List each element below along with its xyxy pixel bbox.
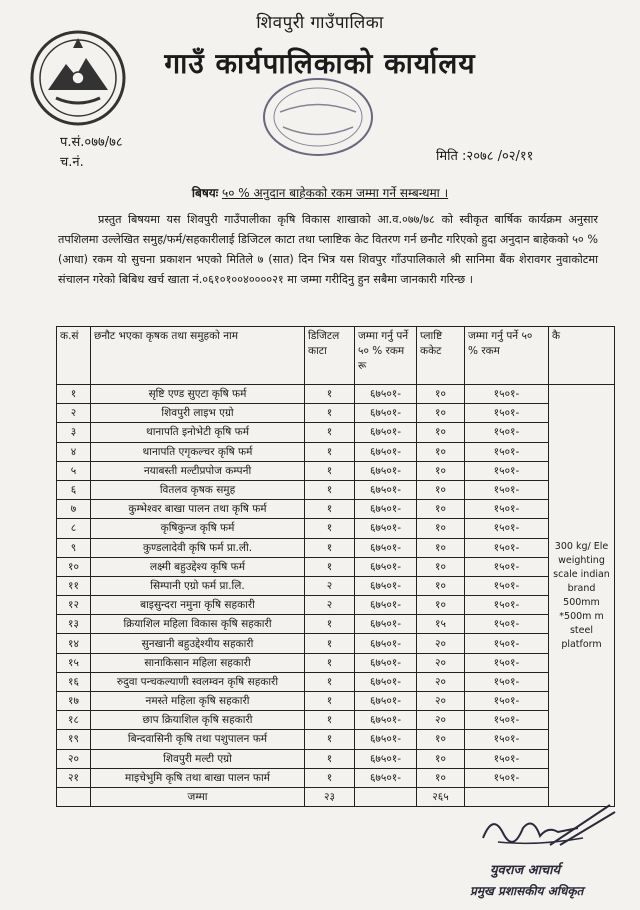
cell-total-scale: २३ [305, 787, 355, 806]
cell-crate: १० [417, 500, 465, 519]
cell-sn: ११ [57, 576, 91, 595]
cell-sn: ३ [57, 423, 91, 442]
cell-deposit: ६७५०१- [355, 480, 417, 499]
table-row [57, 423, 615, 442]
cell-sn: २१ [57, 768, 91, 787]
cell-name: लक्ष्मी बहुउद्देश्य कृषि फर्म [91, 557, 305, 576]
cell-crate: १० [417, 768, 465, 787]
cell-sn: ५ [57, 461, 91, 480]
cell-name: सुनखानी बहुउद्देश्यीय सहकारी [91, 634, 305, 653]
cell-deposit-crate: १५०१- [465, 711, 549, 730]
cell-scale: २ [305, 576, 355, 595]
table-row [57, 576, 615, 595]
cell-deposit: ६७५०१- [355, 615, 417, 634]
cell-scale: १ [305, 653, 355, 672]
cell-scale: १ [305, 768, 355, 787]
office-name: शिवपुरी गाउँपालिका [256, 13, 384, 33]
cell-deposit: ६७५०१- [355, 730, 417, 749]
signer-name: युवराज आचार्य [490, 863, 561, 878]
cell-name: बिन्दवासिनी कृषि तथा पशुपालन फर्म [91, 730, 305, 749]
scribble-mark-icon [540, 800, 620, 850]
table-row [57, 634, 615, 653]
subject-line [0, 184, 640, 201]
table-body [57, 385, 615, 807]
header-crate: प्लाष्टि ककेट [417, 327, 465, 385]
cell-sn: १५ [57, 653, 91, 672]
cell-crate: १० [417, 538, 465, 557]
cell-deposit-crate: १५०१- [465, 634, 549, 653]
cell-sn: १६ [57, 672, 91, 691]
cell-sn: १ [57, 385, 91, 404]
table-row [57, 711, 615, 730]
cell-name: सिम्पानी एग्रो फर्म प्रा.लि. [91, 576, 305, 595]
header-scale: डिजिटल काटा [305, 327, 355, 385]
cell-name: कुम्भेश्वर बाखा पालन तथा कृषि फर्म [91, 500, 305, 519]
cell-deposit: ६७५०१- [355, 692, 417, 711]
cell-sn: १३ [57, 615, 91, 634]
cell-deposit: ६७५०१- [355, 576, 417, 595]
cell-name: रुदुवा पन्चकल्याणी स्वलम्वन कृषि सहकारी [91, 672, 305, 691]
table-row [57, 692, 615, 711]
cell-scale: १ [305, 385, 355, 404]
cell-deposit-crate: १५०१- [465, 480, 549, 499]
dispatch-number: च.नं. [60, 155, 84, 170]
cell-deposit-crate: १५०१- [465, 538, 549, 557]
table-row [57, 730, 615, 749]
cell-deposit-crate: १५०१- [465, 519, 549, 538]
cell-crate: १० [417, 519, 465, 538]
cell-deposit-crate: १५०१- [465, 615, 549, 634]
cell-name: छाप क्रियाशिल कृषि सहकारी [91, 711, 305, 730]
table-row [57, 538, 615, 557]
cell-scale: १ [305, 423, 355, 442]
cell-deposit: ६७५०१- [355, 557, 417, 576]
subject-label: बिषयः [191, 186, 219, 200]
office-title: गाउँ कार्यपालिकाको कार्यालय [164, 47, 476, 80]
cell-name: थानापति एगृकल्चर कृषि फर्म [91, 442, 305, 461]
cell-deposit: ६७५०१- [355, 442, 417, 461]
cell-deposit: ६७५०१- [355, 768, 417, 787]
cell-deposit-crate: १५०१- [465, 423, 549, 442]
cell-deposit: ६७५०१- [355, 385, 417, 404]
cell-deposit-crate: १५०१- [465, 692, 549, 711]
table-row [57, 557, 615, 576]
header-deposit-crate: जम्मा गर्नु पर्ने ५० % रकम [465, 327, 549, 385]
cell-crate: १० [417, 749, 465, 768]
cell-sn: ७ [57, 500, 91, 519]
cell-crate: १० [417, 557, 465, 576]
table-row [57, 672, 615, 691]
cell-deposit: ६७५०१- [355, 461, 417, 480]
header-sn: क.सं [57, 327, 91, 385]
cell-sn: १४ [57, 634, 91, 653]
cell-name: नयाबस्ती मल्टीप्रपोज कम्पनी [91, 461, 305, 480]
table-row [57, 461, 615, 480]
cell-name: सृष्टि एण्ड सुएटा कृषि फर्म [91, 385, 305, 404]
table-row [57, 653, 615, 672]
cell-crate: १० [417, 423, 465, 442]
cell-deposit-crate: १५०१- [465, 672, 549, 691]
cell-crate: १० [417, 442, 465, 461]
table-row [57, 768, 615, 787]
cell-scale: १ [305, 538, 355, 557]
cell-deposit-crate: १५०१- [465, 576, 549, 595]
cell-crate: २० [417, 634, 465, 653]
cell-total-crate: २६५ [417, 787, 465, 806]
table-row [57, 404, 615, 423]
cell-crate: २० [417, 653, 465, 672]
table-header-row [57, 327, 615, 385]
table-total-row [57, 787, 615, 806]
cell-crate: १० [417, 385, 465, 404]
header-name: छनौट भएका कृषक तथा समुहको नाम [91, 327, 305, 385]
cell-scale: १ [305, 480, 355, 499]
cell-deposit: ६७५०१- [355, 653, 417, 672]
cell-sn: २ [57, 404, 91, 423]
table-row [57, 749, 615, 768]
cell-sn: ६ [57, 480, 91, 499]
subject-text: ५० % अनुदान बाहेकको रकम जम्मा गर्ने सम्बन्धमा । [221, 186, 449, 200]
cell-deposit: ६७५०१- [355, 423, 417, 442]
cell-scale: १ [305, 404, 355, 423]
header-remarks: कै [549, 327, 615, 385]
cell-scale: १ [305, 711, 355, 730]
cell-deposit-crate: १५०१- [465, 385, 549, 404]
cell-scale: १ [305, 730, 355, 749]
cell-name: वितलव कृषक समुह [91, 480, 305, 499]
cell-name: सानाकिसान महिला सहकारी [91, 653, 305, 672]
cell-scale: १ [305, 615, 355, 634]
cell-crate: २० [417, 711, 465, 730]
cell-scale: १ [305, 500, 355, 519]
cell-scale: १ [305, 557, 355, 576]
cell-crate: १० [417, 461, 465, 480]
reference-number: प.सं.०७७/७८ [60, 135, 123, 150]
cell-sn: ९ [57, 538, 91, 557]
cell-sn: १२ [57, 596, 91, 615]
cell-deposit: ६७५०१- [355, 634, 417, 653]
cell-name: थानापति इनोभेटी कृषि फर्म [91, 423, 305, 442]
cell-deposit: ६७५०१- [355, 404, 417, 423]
cell-name: बाइसुन्दरा नमुना कृषि सहकारी [91, 596, 305, 615]
body-paragraph: प्रस्तुत बिषयमा यस शिवपुरी गाउँपालीका कृषि विकास शाखाको आ.व.०७७/७८ को स्वीकृत बार्षिक कार्यक्रम अनुसार तपशिलमा उल्लेखित समुह/फर्म/सहकारीलाई डिजिटल काटा तथा प्लाष्टिक केट वितरण गर्न छनौट गरिएको हुदा अनुदान बाहेकको ५० % (आधा) रकम यो सुचना प्रकाशन भएको मितिले ७ (सात) दिन भित्र यस शिवपुर गाँउपालिकाले श्री सानिमा बैंक शेरावगर नुवाकोटमा संचालन गरेको बिबिध खर्च खाता नं.०६१०१००४००००२१ मा जम्मा गरीदिनु हुन सबैमा जानकारी गरिन्छ । [58, 213, 598, 286]
cell-sn: १८ [57, 711, 91, 730]
cell-deposit-crate: १५०१- [465, 404, 549, 423]
cell-deposit-crate: १५०१- [465, 442, 549, 461]
cell-scale: १ [305, 634, 355, 653]
cell-name: माइचेभुमि कृषि तथा बाखा पालन फार्म [91, 768, 305, 787]
cell-deposit-crate: १५०१- [465, 749, 549, 768]
cell-sn: ८ [57, 519, 91, 538]
cell-deposit: ६७५०१- [355, 672, 417, 691]
cell-remarks: 300 kg/ Ele weighting scale indian brand 500mm *500m m steel platform [549, 385, 615, 807]
beneficiary-table [56, 326, 615, 807]
cell-sn: ४ [57, 442, 91, 461]
cell-deposit-crate: १५०१- [465, 596, 549, 615]
cell-deposit: ६७५०१- [355, 711, 417, 730]
cell-deposit-crate: १५०१- [465, 653, 549, 672]
table-row [57, 615, 615, 634]
cell-scale: १ [305, 749, 355, 768]
cell-crate: १० [417, 730, 465, 749]
cell-sn: १७ [57, 692, 91, 711]
office-stamp-icon [258, 72, 378, 162]
table-row [57, 480, 615, 499]
cell-deposit: ६७५०१- [355, 519, 417, 538]
cell-name: क्रियाशिल महिला विकास कृषि सहकारी [91, 615, 305, 634]
cell-deposit-crate: १५०१- [465, 500, 549, 519]
table-row [57, 596, 615, 615]
cell-total-deposit-blank [355, 787, 417, 806]
table-row [57, 442, 615, 461]
table-row [57, 519, 615, 538]
cell-total-blank [57, 787, 91, 806]
cell-scale: १ [305, 461, 355, 480]
cell-scale: २ [305, 596, 355, 615]
cell-scale: १ [305, 692, 355, 711]
cell-crate: २० [417, 692, 465, 711]
cell-total-deposit2-blank [465, 787, 549, 806]
signer-post: प्रमुख प्रशासकीय अधिकृत [470, 884, 584, 898]
header-deposit: जम्मा गर्नु पर्ने ५० % रकम रू [355, 327, 417, 385]
cell-total-label: जम्मा [91, 787, 305, 806]
cell-name: कृषिकुन्ज कृषि फर्म [91, 519, 305, 538]
cell-scale: १ [305, 442, 355, 461]
cell-crate: १० [417, 480, 465, 499]
cell-crate: १० [417, 404, 465, 423]
cell-crate: १५ [417, 615, 465, 634]
cell-name: नमस्ते महिला कृषि सहकारी [91, 692, 305, 711]
cell-deposit: ६७५०१- [355, 596, 417, 615]
cell-deposit: ६७५०१- [355, 500, 417, 519]
cell-name: शिवपुरी मल्टी एग्रो [91, 749, 305, 768]
cell-crate: १० [417, 596, 465, 615]
cell-deposit: ६७५०१- [355, 538, 417, 557]
cell-deposit: ६७५०१- [355, 749, 417, 768]
table-row [57, 500, 615, 519]
cell-sn: १० [57, 557, 91, 576]
cell-crate: २० [417, 672, 465, 691]
cell-scale: १ [305, 672, 355, 691]
cell-deposit-crate: १५०१- [465, 730, 549, 749]
cell-crate: १० [417, 576, 465, 595]
cell-deposit-crate: १५०१- [465, 768, 549, 787]
cell-deposit-crate: १५०१- [465, 557, 549, 576]
cell-deposit-crate: १५०१- [465, 461, 549, 480]
table-row [57, 385, 615, 404]
cell-name: शिवपुरी लाइभ एग्रो [91, 404, 305, 423]
cell-sn: १९ [57, 730, 91, 749]
cell-scale: १ [305, 519, 355, 538]
cell-sn: २० [57, 749, 91, 768]
letter-date: मिति :२०७८ /०२/११ [436, 149, 534, 164]
cell-name: कुण्डलादेवी कृषि फर्म प्रा.ली. [91, 538, 305, 557]
